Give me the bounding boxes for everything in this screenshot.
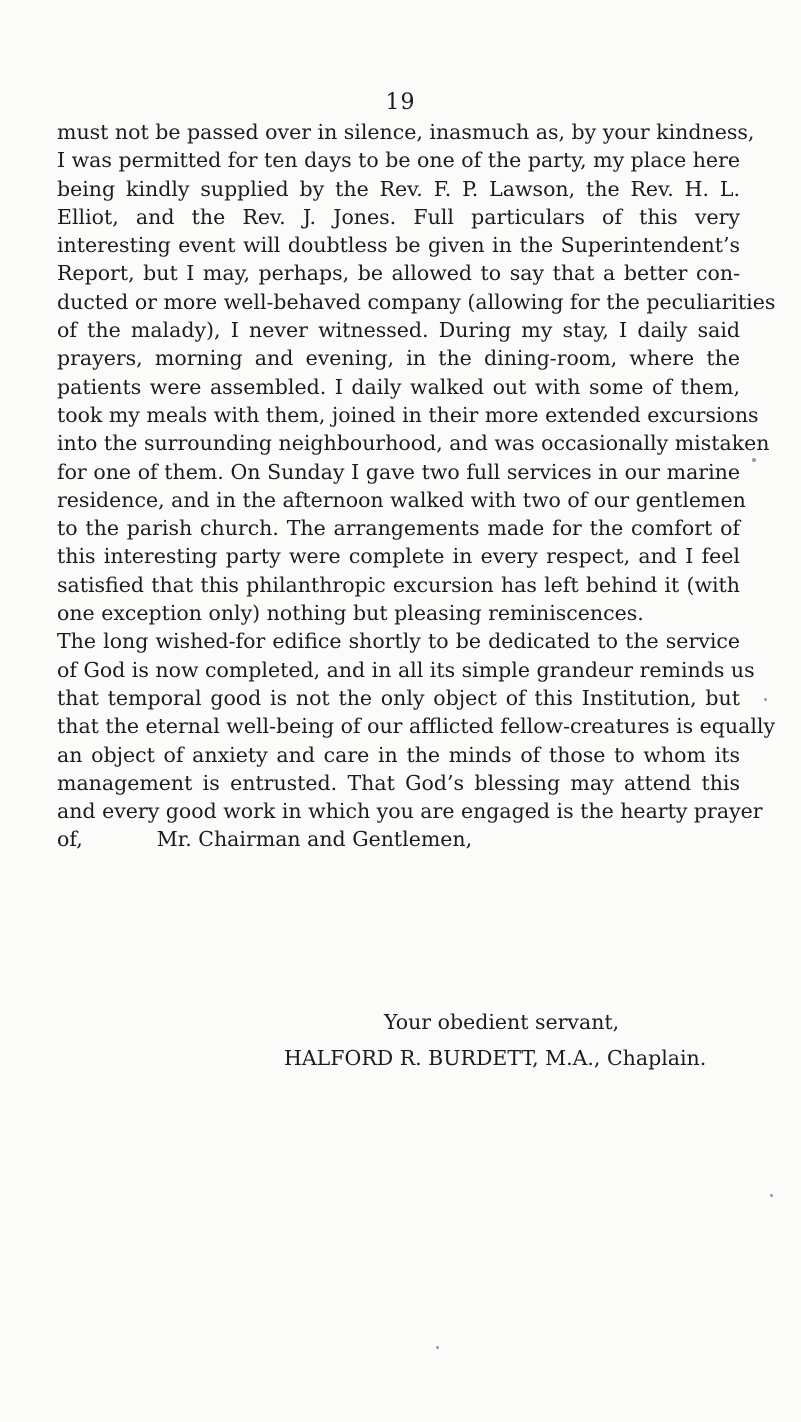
text-line: this interesting party were complete in every respect, and I feel bbox=[57, 544, 740, 569]
text-line: to the parish church. The arrangements made for the comfort of bbox=[57, 516, 740, 541]
text-line: one exception only) nothing but pleasing reminiscences. bbox=[57, 601, 644, 626]
text-line: being kindly supplied by the Rev. F. P. Lawson, the Rev. H. L. bbox=[57, 176, 740, 201]
text-line: residence, and in the afternoon walked with two of our gentlemen bbox=[57, 487, 746, 512]
text-line: I was permitted for ten days to be one of the party, my place here bbox=[57, 148, 740, 173]
text-line: The long wished-for edifice shortly to be dedicated to the service bbox=[57, 629, 740, 654]
paper-speck bbox=[764, 698, 767, 701]
text-line: management is entrusted. That God’s blessing may attend this bbox=[57, 770, 740, 795]
text-line: must not be passed over in silence, inasmuch as, by your kindness, bbox=[57, 120, 755, 144]
text-line: prayers, morning and evening, in the dining-room, where the bbox=[57, 346, 740, 371]
text-line: took my meals with them, joined in their more extended excursions bbox=[57, 402, 759, 427]
text-line: of, Mr. Chairman and Gentlemen, bbox=[57, 827, 473, 852]
paper-speck bbox=[770, 1194, 773, 1197]
paragraph-edifice bbox=[57, 627, 776, 853]
paper-speck bbox=[436, 1346, 439, 1349]
text-line: an object of anxiety and care in the minds of those to whom its bbox=[57, 742, 740, 767]
text-line: ducted or more well-behaved company (allowing for the peculiarities bbox=[57, 289, 776, 314]
text-line: and every good work in which you are engaged is the hearty prayer bbox=[57, 799, 763, 824]
signature: HALFORD R. BURDETT, M.A., Chaplain. bbox=[284, 1046, 707, 1070]
page-number: 19 bbox=[385, 90, 416, 115]
letter-body bbox=[57, 118, 776, 854]
text-line: that temporal good is not the only object of this Institution, but bbox=[57, 685, 740, 710]
text-line: into the surrounding neighbourhood, and was occasionally mistaken bbox=[57, 431, 770, 456]
paper-speck bbox=[752, 458, 756, 462]
text-line: of the malady), I never witnessed. During my stay, I daily said bbox=[57, 318, 740, 343]
text-line: Elliot, and the Rev. J. Jones. Full particulars of this very bbox=[57, 204, 740, 229]
text-line: patients were assembled. I daily walked out with some of them, bbox=[57, 374, 740, 399]
text-line: that the eternal well-being of our afflicted fellow-creatures is equally bbox=[57, 714, 776, 739]
closing-salutation: Your obedient servant, bbox=[384, 1010, 620, 1034]
text-line: satisfied that this philanthropic excursion has left behind it (with bbox=[57, 572, 740, 597]
text-line: for one of them. On Sunday I gave two full services in our marine bbox=[57, 459, 740, 484]
text-line: Report, but I may, perhaps, be allowed to say that a better con- bbox=[57, 261, 740, 286]
paragraph-excursion bbox=[57, 118, 776, 627]
text-line: interesting event will doubtless be given in the Superintendent’s bbox=[57, 233, 740, 258]
text-line: of God is now completed, and in all its simple grandeur reminds us bbox=[57, 657, 755, 682]
